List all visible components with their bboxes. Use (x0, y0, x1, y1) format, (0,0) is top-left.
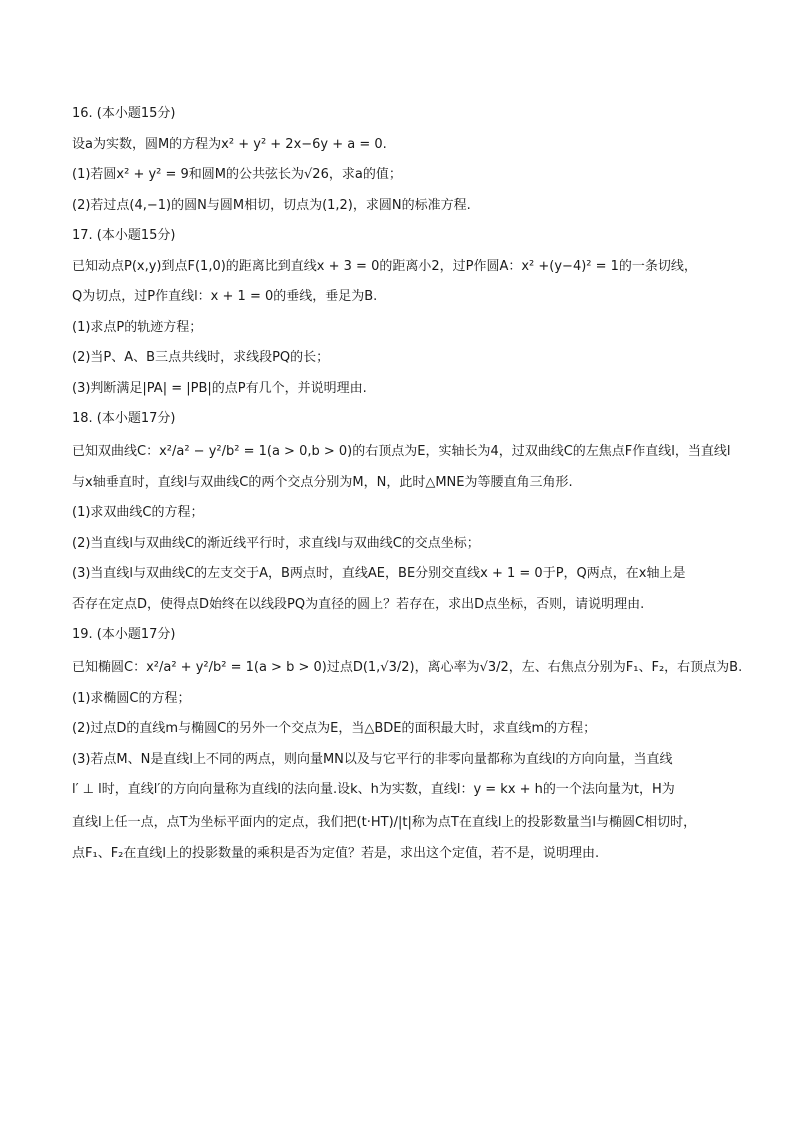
problem-list (72, 103, 743, 873)
problem-text-line: (1)求椭圆C的方程； (72, 690, 191, 706)
problem-text-line: (1)若圆x² + y² = 9和圆M的公共弦长为√26，求a的值； (72, 167, 402, 182)
problem-header: 19. (本小题17分) (72, 627, 176, 642)
problem-header: 18. (本小题17分) (72, 411, 176, 426)
problem-text-line: 设a为实数，圆M的方程为x² + y² + 2x−6y + a = 0. (72, 136, 387, 152)
problem-text-line: 点F₁、F₂在直线l上的投影数量的乘积是否为定值？若是，求出这个定值，若不是，说明理由. (72, 845, 600, 861)
problem-text-line: 已知椭圆C：x²/a² + y²/b² = 1(a > b > 0)过点D(1,√3/2)，离心率为√3/2，左、右焦点分别为F₁、F₂，右顶点为B. (72, 659, 743, 675)
problem-text-line: 已知动点P(x,y)到点F(1,0)的距离比到直线x + 3 = 0的距离小2，过P作圆A：x² +(y−4)² = 1的一条切线， (72, 258, 697, 274)
problem-text-line: l′ ⊥ l时，直线l′的方向向量称为直线l的法向量.设k、h为实数，直线l：y = kx + h的一个法向量为t，H为 (72, 782, 675, 797)
problem-16 (72, 103, 732, 225)
problem-text-line: (3)当直线l与双曲线C的左支交于A，B两点时，直线AE，BE分别交直线x + 1 = 0于P，Q两点，在x轴上是 (72, 566, 686, 581)
problem-text-line: 直线l上任一点，点T为坐标平面内的定点，我们把(t·HT)/|t|称为点T在直线l上的投影数量当l与椭圆C相切时， (72, 814, 697, 830)
problem-text-line: (1)求点P的轨迹方程； (72, 319, 203, 335)
problem-text-line: 已知双曲线C：x²/a² − y²/b² = 1(a > 0,b > 0)的右顶点为E，实轴长为4，过双曲线C的左焦点F作直线l，当直线l (72, 443, 731, 459)
problem-text-line: Q为切点，过P作直线l：x + 1 = 0的垂线，垂足为B. (72, 289, 378, 304)
problem-header: 16. (本小题15分) (72, 106, 176, 121)
problem-text-line: 否存在定点D，使得点D始终在以线段PQ为直径的圆上？若存在，求出D点坐标，否则，请说明理由. (72, 596, 645, 612)
problem-text-line: (3)若点M、N是直线l上不同的两点，则向量MN以及与它平行的非零向量都称为直线l的方向向量，当直线 (72, 751, 673, 767)
problem-text-line: (3)判断满足|PA| = |PB|的点P有几个，并说明理由. (72, 380, 367, 396)
problem-header: 17. (本小题15分) (72, 228, 176, 243)
problem-text-line: (2)过点D的直线m与椭圆C的另外一个交点为E，当△BDE的面积最大时，求直线m的方程； (72, 721, 597, 736)
problem-17 (72, 225, 732, 408)
problem-text-line: (2)若过点(4,−1)的圆N与圆M相切，切点为(1,2)，求圆N的标准方程. (72, 197, 471, 213)
problem-text-line: (2)当P、A、B三点共线时，求线段PQ的长； (72, 350, 330, 365)
problem-19 (72, 624, 743, 873)
problem-text-line: 与x轴垂直时，直线l与双曲线C的两个交点分别为M，N，此时△MNE为等腰直角三角形. (72, 474, 573, 490)
problem-18 (72, 408, 732, 624)
problem-text-line: (2)当直线l与双曲线C的渐近线平行时，求直线l与双曲线C的交点坐标； (72, 535, 480, 551)
problem-text-line: (1)求双曲线C的方程； (72, 505, 204, 520)
